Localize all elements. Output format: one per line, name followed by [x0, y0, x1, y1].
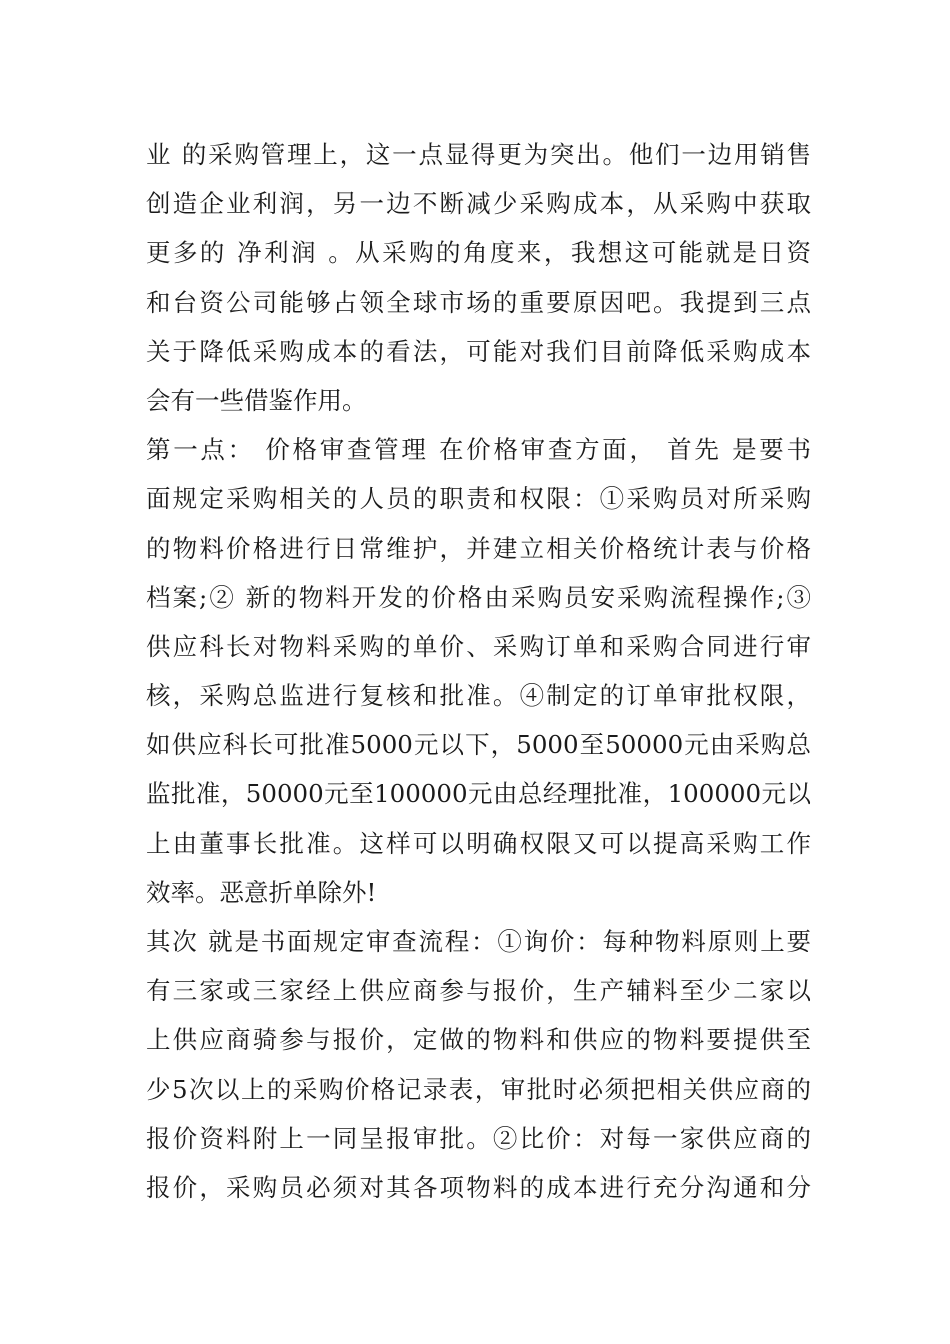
text-line: 少5次以上的采购价格记录表，审批时必须把相关供应商的: [146, 1074, 811, 1104]
text-line: 和台资公司能够占领全球市场的重要原因吧。我提到三点: [146, 287, 811, 317]
text-line: 业 的采购管理上，这一点显得更为突出。他们一边用销售: [146, 140, 811, 169]
text-line: 第一点： 价格审查管理 在价格审查方面， 首先 是要书: [146, 435, 811, 465]
text-line: 供应科长对物料采购的单价、采购订单和采购合同进行审: [146, 631, 811, 661]
text-line: 档案;② 新的物料开发的价格由采购员安采购流程操作;③: [146, 582, 811, 612]
text-line: 效率。恶意折单除外!: [146, 877, 377, 907]
text-line: 如供应科长可批准5000元以下，5000至50000元由采购总: [146, 730, 811, 760]
text-line: 上供应商骑参与报价，定做的物料和供应的物料要提供至: [146, 1025, 811, 1055]
body-text: [146, 130, 811, 1212]
text-line: 上由董事长批准。这样可以明确权限又可以提高采购工作: [146, 828, 811, 858]
text-line: 关于降低采购成本的看法，可能对我们目前降低采购成本: [146, 336, 811, 366]
text-line: 创造企业利润，另一边不断减少采购成本，从采购中获取: [146, 189, 811, 219]
text-line: 有三家或三家经上供应商参与报价，生产辅料至少二家以: [146, 976, 811, 1006]
text-line: 面规定采购相关的人员的职责和权限：①采购员对所采购: [146, 484, 811, 514]
text-line: 会有一些借鉴作用。: [146, 385, 367, 415]
text-line: 核，采购总监进行复核和批准。④制定的订单审批权限，: [146, 681, 811, 711]
text-line: 的物料价格进行日常维护，并建立相关价格统计表与价格: [146, 533, 811, 563]
text-line: 报价资料附上一同呈报审批。②比价：对每一家供应商的: [146, 1123, 811, 1153]
text-line: 更多的 净利润 。从采购的角度来，我想这可能就是日资: [146, 238, 811, 268]
text-line: 监批准，50000元至100000元由总经理批准，100000元以: [146, 779, 811, 809]
text-line: 报价，采购员必须对其各项物料的成本进行充分沟通和分: [146, 1172, 811, 1202]
text-line: 其次 就是书面规定审查流程：①询价：每种物料原则上要: [146, 927, 811, 956]
